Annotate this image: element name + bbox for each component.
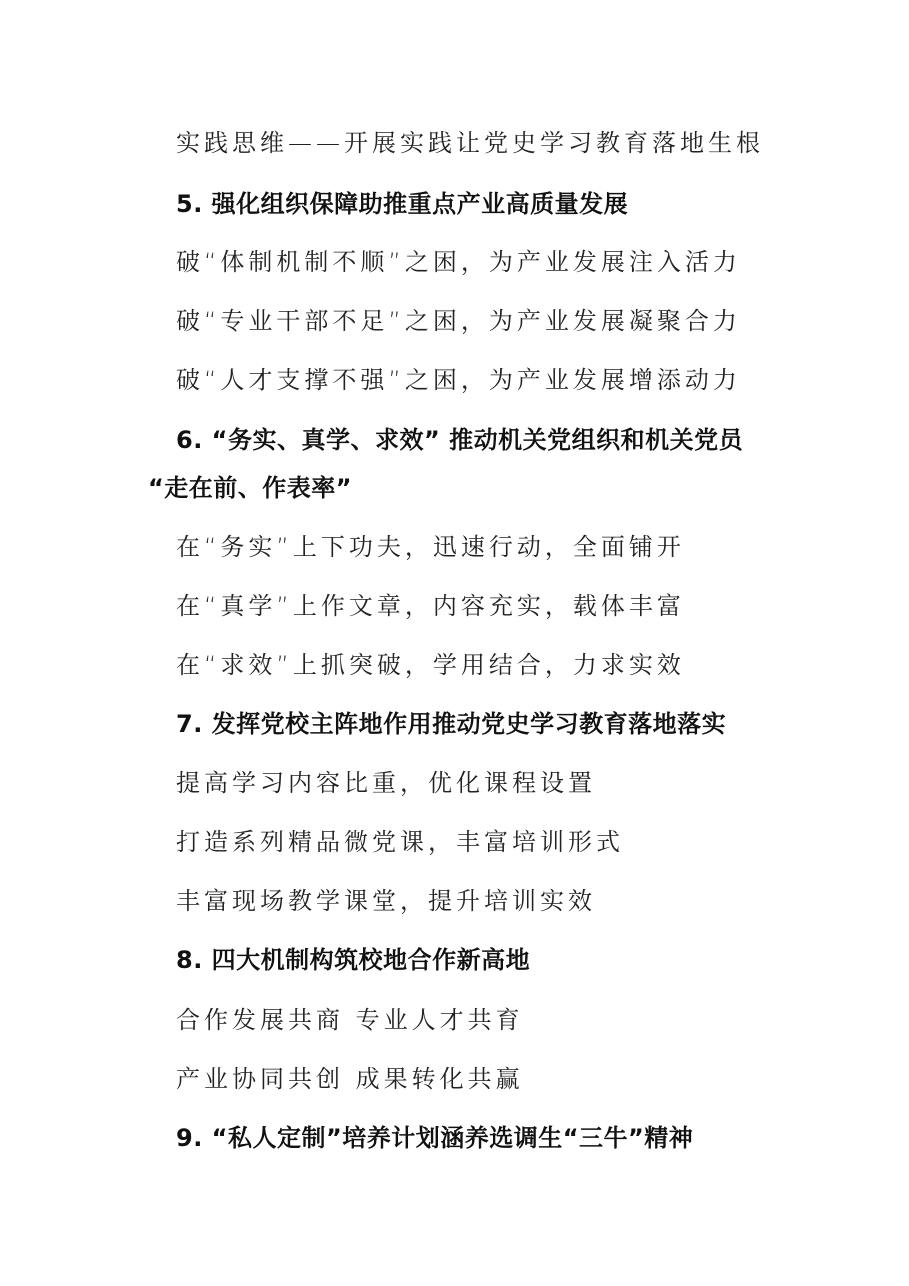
section-heading: 9. “私人定制”培养计划涵养选调生“三牛”精神: [176, 1124, 694, 1152]
body-line: 产业协同共创 成果转化共赢: [176, 1065, 524, 1093]
body-line: 提高学习内容比重，优化课程设置: [176, 769, 596, 797]
body-line: 破“专业干部不足”之困，为产业发展凝聚合力: [176, 307, 741, 335]
section-heading: 6. “务实、真学、求效” 推动机关党组织和机关党员: [176, 426, 744, 454]
body-line: 丰富现场教学课堂，提升培训实效: [176, 887, 596, 915]
body-line: 在“求效”上抓突破，学用结合，力求实效: [176, 651, 685, 679]
body-line: 在“务实”上下功夫，迅速行动，全面铺开: [176, 533, 685, 561]
section-heading: 5. 强化组织保障助推重点产业高质量发展: [176, 190, 629, 218]
body-line: 合作发展共商 专业人才共育: [176, 1006, 524, 1034]
section-heading: 8. 四大机制构筑校地合作新高地: [176, 946, 531, 974]
section-heading: 7. 发挥党校主阵地作用推动党史学习教育落地落实: [176, 710, 727, 738]
body-line: 实践思维——开展实践让党史学习教育落地生根: [176, 129, 764, 157]
section-heading-continuation: “走在前、作表率”: [148, 474, 353, 502]
body-line: 破“体制机制不顺”之困，为产业发展注入活力: [176, 248, 741, 276]
body-line: 在“真学”上作文章，内容充实，载体丰富: [176, 592, 685, 620]
body-line: 破“人才支撑不强”之困，为产业发展增添动力: [176, 366, 741, 394]
body-line: 打造系列精品微党课，丰富培训形式: [176, 828, 624, 856]
